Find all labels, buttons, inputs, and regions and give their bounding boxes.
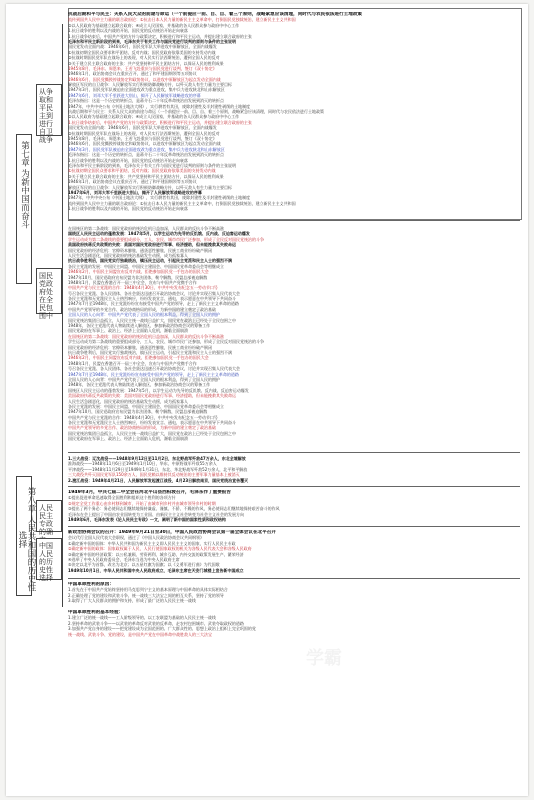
watermark: 学霸 [166, 308, 202, 329]
text-line: 淮海战役——1948年11月6日至1949年1月10日，华东、中原野战军歼敌55万余人 [68, 461, 217, 467]
text-line: 1947年3月，国民党军队被迫由全面进攻改为重点进攻，集中兵力进攻陕北和山东解放区 [68, 146, 225, 152]
text-line: 1948年1月，民盟在香港召开一届三中全会，宣布与中国共产党携手合作 [68, 360, 197, 366]
text-line: 国统区人民民主运动的蓬勃发展：1947年5月，以学生运动为先导的反饥饿、反内战、反迫害运动爆发 [68, 387, 249, 393]
text-line: 3.取得了广大人民群众的拥护和支持，形成了最广泛的人民民主统一战线 [68, 598, 196, 604]
text-line: ②确定新中国的政体：国家政权属于人民，人民行使国家政权的机关为各级人民代表大会和各级人民政府 [68, 546, 252, 552]
text-line: 国民党政府的经济危机：官僚资本膨胀，通货恶性膨胀，民族工商业纷纷破产倒闭 [68, 344, 212, 350]
divider [68, 486, 520, 487]
block-3 [68, 456, 520, 483]
section-label [36, 84, 62, 144]
text-line: 国民党政府的经济危机：官僚资本膨胀，通货恶性膨胀，民族工商业纷纷破产倒闭 [68, 247, 212, 253]
text-line: ⑤决定以北平为首都，改名为北京；以五星红旗为国旗；以《义勇军进行曲》为代国歌 [68, 562, 220, 568]
text-line: 2.坚持革命的武装斗争——以武装的革命反对武装的反革命，走农村包围城市、武装夺取政权的道路 [68, 620, 244, 626]
section-label [36, 538, 62, 580]
text-line: 抗战后期和平与民主：关系人民大众的前途与命运（一个前提应一前、目、自、着三个原则，战略紧急应该清理，同时代与农民依法进行土地政策 [68, 109, 324, 115]
text-line: ②抗战时期国民党军队在战场上的表现，对人民实行法西斯统治，遭到全国人民的反对 [68, 55, 220, 61]
chapter-8-label [16, 476, 36, 596]
text-line: 人民生活急剧恶化，国民党政府的统治基础发生动摇，成为孤家寡人 [68, 252, 188, 258]
text-line: ②抗战时期国民党军队在战场上的表现，对人民实行法西斯统治，遭到全国人民的反对 [68, 130, 220, 136]
connector-line [62, 24, 63, 484]
text-line: 中国共产党与民主党派的合作：1948年4月30日，中共中央发布纪念五一劳动节口号 [68, 414, 218, 420]
text-line: 平津战役——1948年11月29日至1949年1月31日，东北、华北野战军歼敌52万余人，北平和平解放 [68, 466, 248, 472]
text-line: ②以人民政府为基础建立起联合政府；④成立人民国家，并基础的各人民群众参与政府中中心工作 [68, 114, 240, 120]
text-line: ③关于建立民主联合政府的主张：共产党坚持和平民主团结方针，以保证人民的胜利成果 [68, 173, 224, 179]
text-line: 1949年3月，中共七届二中全会在河北平山县西柏坡召开，毛泽东作了重要报告 [68, 490, 231, 495]
text-line: 1949年6月，毛泽东发表《论人民民主专政》一文，阐明了新中国的国家性质和政权结构 [68, 516, 226, 522]
chapter-8-text: 第八章 人民共和国的历史性选择 [17, 486, 36, 592]
text-line: ②以人民政府为基础建立起联合政府；④成立人民国家，并基础的各人民群众参与政府中中心工作 [68, 22, 240, 28]
text-line: 三大战役共歼灭国民党军队150余万人，国民党赖以维持其反动统治的主要军事力量基本上被消灭 [68, 472, 240, 478]
text-line: 统一战线、武装斗争、党的建设，是中国共产党在中国革命中战胜敌人的三大法宝 [68, 631, 212, 637]
divider [68, 452, 520, 453]
text-line: 各民主党派和无党派民主人士热烈响应，纷纷发表宣言、通电，表示愿意在中共领导下共同奋斗 [68, 296, 236, 302]
text-line: 1.三大战役：辽沈战役——1948年9月12日至11月2日，东北野战军歼敌47万余人，东北全境解放 [68, 456, 246, 461]
text-line: 流传到国共人民中主力量的联合政府论：①抗击日本人民力量的新民主主义革命中，打倒国民党独裁统治，建立新民主主义共和国 [68, 17, 296, 23]
text-line: 毛泽东和平民主新阶段的到来，毛泽东关于有关工作与国民党进行谈判的原则与条件的主张说明 [68, 38, 236, 44]
text-line: ①提出促进革命迅速取得全国胜利和组织这个胜利的各项方针 [68, 495, 176, 501]
text-line: 国民党统治集团日益孤立，人民民主统一战线日益扩大，国民党在政治上已经处于全民包围之中 [68, 430, 236, 436]
text-line: ②规定全党工作重心由乡村移到城市，开始了由城市到乡村并由城市领导乡村的时期 [68, 500, 216, 506]
text-line: 1.抗日战争的胜利以及内战的开始，国民党的反动统治开始走向衰落 [68, 28, 188, 34]
text-line: 中国共产党领导的多党合作、政治协商格局的形成，为新中国的建立奠定了政治基础 [68, 425, 216, 431]
text-line: 1947年10月，国民党政府宣布民盟为非法团体，勒令解散，民盟总部被迫解散 [68, 274, 208, 280]
section-4-text: 中国人民的历史性选择 [39, 542, 53, 582]
text-line: 1945年8月，毛泽东、周恩来、王若飞赴重庆与国民党进行谈判，签订《双十协定》 [68, 135, 217, 141]
block-4 [68, 490, 520, 522]
section-3-text: 人民民主专政的确 [39, 504, 53, 536]
text-line: 1947年6月，刘邓大军千里跃进大别山，揭开了人民解放军战略进攻的序幕 [68, 92, 201, 98]
text-line: ①抗战初期全国民众要求和平团结，反对内战；国民党政府依靠美国的支持发动内战 [68, 168, 216, 174]
text-line: 美国政府扶蒋反共政策的失败：美国对国民党政府进行军事、经济援助，但未能挽救其失败命运 [68, 393, 236, 399]
text-line: 号召各民主党派、各人民团体、各社会贤达迅速召开政治协商会议，讨论并实现召集人民代表大会 [68, 290, 240, 296]
section-1-text: 从争取和平民主到进行自卫战争 [39, 88, 53, 144]
block-7 [68, 610, 520, 637]
text-line: 1.抗日战争的胜利以及内战的开始，国民党的反动统治开始走向衰落 [68, 157, 188, 163]
text-line: 1946年6月，国民党撕毁停战协定和政协协议，以进攻中原解放区为起点发动全面内战 [68, 141, 221, 147]
document-page [6, 4, 528, 796]
text-line: 1947年3月，国民党军队被迫由全面进攻改为重点进攻，集中兵力进攻陕北和山东解放区 [68, 87, 225, 93]
text-line: 中国革命胜利的基本经验： [68, 610, 124, 615]
divider [68, 220, 520, 221]
text-line: 中国共产党与民主党派的合作：1948年4月30日，中共中央发布纪念五一劳动节口号 [68, 285, 218, 291]
block-6 [68, 582, 520, 604]
text-line: 中国共产党领导的多党合作、政治协商格局的形成，为新中国的建立奠定了政治基础 [68, 306, 216, 312]
block-5 [68, 530, 520, 573]
text-line: 毛泽东在会上提出了中国由农业国转变为工业国、由新民主主义社会转变为社会主义社会的发展方向 [68, 511, 244, 517]
section-label [36, 268, 62, 320]
text-line: 解放区军民的自卫战争：人民解放军实行积极防御战略方针，以歼灭敌人有生力量为主要目标 [68, 184, 232, 190]
text-line: 国统区人民民主运动的蓬勃发展：1947年5月，以学生运动为先导的反饥饿、反内战、反迫害运动爆发 [68, 231, 250, 237]
text-line: 流传到国共人民中主力量的联合政府论：①抗击日本人民力量的新民主主义革命中，打倒国民党独裁统治，建立新民主主义共和国 [68, 200, 296, 206]
text-line: 会议代行全国人民代表大会职权，通过了《中国人民政治协商会议共同纲领》 [68, 535, 204, 541]
divider [68, 578, 520, 579]
chapter-7-label [16, 134, 32, 284]
text-line: 国民党发动全面内战：1946年6月，国民党军队大举进攻中原解放区，全面内战爆发 [68, 44, 217, 50]
text-line: 美国政府扶蒋反共政策的失败：美国对国民党政府进行军事、经济援助，但未能挽救其失败命运 [68, 242, 236, 248]
text-line: 1.抗日战争结束后，中国共产党的方针与政策决定，积极进行和平民主运动，并提出建立联合政府的主张 [68, 119, 252, 125]
section-2-text: 国民党政府处在全民包围中 [39, 272, 53, 320]
text-line: 1.首先在于中国共产党始终坚持用马克思列宁主义的基本原理与中国革命的具体实际相结合 [68, 587, 228, 593]
text-line: 学生运动成为第二条战线的重要组成部分，工人、农民、城市市民广泛参加，形成了全民反对国民党统治的斗争 [68, 339, 264, 345]
text-line: 1946年2月，中国民主同盟宣布反对内战，拒绝参加国民党一手包办的国民大会 [68, 269, 209, 275]
text-line: 1947年7月至1948年，民主党派纷纷宣布接受中国共产党的领导，走上了新民主主义革命的道路 [68, 371, 239, 377]
connector-line [62, 482, 63, 607]
section-label [36, 500, 62, 536]
text-line: 抗日战争胜利后，国民党实行独裁统治，镇压民主运动，引起民主党派和民主人士的强烈不满 [68, 258, 232, 264]
text-line: 在国统区的第二条战线：国民党政府的统治危机日益加深，人民群众的反抗斗争不断高涨 [68, 226, 224, 231]
text-line: 解放区军民的自卫战争：人民解放军实行积极防御战略方针，以歼灭敌人有生力量为主要目标 [68, 82, 232, 88]
text-line: 1.建立广泛的统一战线——工人阶级领导的、以工农联盟为基础的人民民主统一战线 [68, 615, 216, 621]
text-line: 1947年10月，国民党政府宣布民盟为非法团体，勒令解散，民盟总部被迫解散 [68, 409, 208, 415]
text-line: ③确定新中国的经济政策：以公私兼顾、劳资两利、城乡互助、内外交流的政策发展生产、繁荣经济 [68, 551, 244, 557]
text-line: 号召各民主党派、各人民团体、各社会贤达迅速召开政治协商会议，讨论并实现召集人民代表大会 [68, 366, 240, 372]
text-line: 1946年1月，政治协商会议在重庆召开，通过了和平建国纲领等五项协议 [68, 179, 197, 185]
chapter-7-text: 第七章 为新中国而奋斗 [19, 141, 30, 229]
text-line: 1947年，中共中央公布《中国土地法大纲》，实行耕者有其田，废除封建性及半封建性剥削的土地制度 [68, 103, 251, 109]
text-line: 国民党统治集团日益孤立，人民民主统一战线日益扩大，国民党在政治上已经处于全民包围之中 [68, 317, 236, 323]
watermark: 学霸 [306, 648, 342, 669]
text-line: 1948年1月，民盟在香港召开一届三中全会，宣布与中国共产党携手合作 [68, 279, 197, 285]
text-line: 各民主党派的发展：中国民主同盟、中国民主建国会、中国国民党革命委员会等相继成立 [68, 263, 224, 269]
divider [68, 526, 520, 527]
text-line: 各民主党派的发展：中国民主同盟、中国民主建国会、中国国民党革命委员会等相继成立 [68, 403, 224, 409]
text-line: 全国人民的人心向背：中国共产党代表了全国人民的根本利益，得到了全国人民的拥护 [68, 376, 220, 382]
text-line: 1948年，各民主党派代表人物陆续进入解放区，参加新政治协商会议的筹备工作 [68, 382, 211, 388]
text-line: 在国统区的第二条战线：国民党政府的统治危机日益加深，人民群众的反抗斗争不断高涨 [68, 333, 224, 339]
text-line: 1949年10月1日，中华人民共和国中央人民政府成立，毛泽东主席在天安门城楼上宣告新中国成立 [68, 567, 244, 573]
text-line: 新政治协商会议的召开：1949年9月21日至30日，中国人民政治协商会议第一届全体会议在北平召开 [68, 530, 276, 535]
text-line: 1946年2月，中国民主同盟宣布反对内战，拒绝参加国民党一手包办的国民大会 [68, 355, 209, 361]
text-line: 1947年7月至1948年，民主党派纷纷宣布接受中国共产党的领导，走上了新民主主义革命的道路 [68, 301, 239, 307]
text-line: 毛泽东指出：这是一个历史的转折点，是蒋介石二十年反革命统治由发展到消灭的转折点 [68, 152, 224, 158]
text-line: 人民生活急剧恶化，国民党政府的统治基础发生动摇，成为孤家寡人 [68, 398, 188, 404]
text-line: 中国革命胜利的原因： [68, 582, 114, 587]
block-2 [68, 226, 520, 442]
text-line: 毛泽东指出：这是一个历史的转折点，是蒋介石二十年反革命统治由发展到消灭的转折点 [68, 98, 224, 104]
text-line: 学生运动成为第二条战线的重要组成部分，工人、农民、城市市民广泛参加，形成了全民反对国民党统治的斗争 [68, 236, 264, 242]
text-line: 各民主党派和无党派民主人士热烈响应，纷纷发表宣言、通电，表示愿意在中共领导下共同奋斗 [68, 420, 236, 426]
text-line: 1947年6月，刘邓大军千里跃进大别山，揭开了人民解放军战略进攻的序幕 [68, 189, 202, 195]
text-line: ③关于建立民主联合政府的主张：共产党坚持和平民主团结方针，以保证人民的胜利成果 [68, 60, 224, 66]
text-line: ③提出了两个务必：务必使同志们继续地保持谦虚、谨慎、不骄、不躁的作风，务必使同志们继续地保持艰苦奋斗的作风 [68, 506, 280, 512]
text-line: 1945年8月，毛泽东、周恩来、王若飞赴重庆与国民党进行谈判，签订《双十协定》 [68, 65, 217, 71]
text-line: 国民党政府在军事上、政治上、经济上全面陷入危机，濒临全面崩溃 [68, 436, 188, 442]
text-line: 2.渡江战役：1949年4月21日，人民解放军发起渡江战役，4月23日解放南京，国民党统治宣告覆灭 [68, 477, 249, 483]
text-line: 1946年1月，政治协商会议在重庆召开，通过了和平建国纲领等五项协议 [68, 71, 197, 77]
text-line: ①确定新中国的国体：中华人民共和国为新民主主义即人民民主主义的国家，实行人民民主专政 [68, 540, 236, 546]
text-line: 1947年，中共中央公布《中国土地法大纲》，实行耕者有其田，废除封建性及半封建性剥削的土地制度 [68, 195, 251, 201]
text-line: 国民党政府在军事上、政治上、经济上全面陷入危机，濒临全面崩溃 [68, 328, 188, 334]
text-line: 1948年，各民主党派代表人物陆续进入解放区，参加新政治协商会议的筹备工作 [68, 323, 211, 329]
block-1 [68, 12, 520, 211]
text-line: 1946年6月，国民党撕毁停战协定和政协协议，以进攻中原解放区为起点发动全面内战 [68, 76, 221, 82]
text-line: 3.加强共产党自身的建设——把党建设成为全国范围的、广大群众性的、思想上政治上组织上完全巩固的党 [68, 626, 256, 632]
text-line: 全国人民的人心向背：中国共产党代表了全国人民的根本利益，得到了全国人民的拥护 [68, 312, 220, 318]
text-line: 抗战后期和平与民主：关系人民大众的前途与命运（一个前提应一前、目、自、着三个原则，战略紧急应该清理，同时代与农民依法进行土地政策 [68, 12, 363, 17]
text-line: 2.正确处理了党的建设和武装斗争、统一战线三大法宝之间的相互关系，坚持了党的领导 [68, 592, 224, 598]
text-line: 1.抗日战争的胜利以及内战的开始，国民党的反动统治开始走向衰落 [68, 206, 188, 212]
text-line: ④选举了中央人民政府委员会，毛泽东当选为中央人民政府主席 [68, 556, 180, 562]
text-line: 1.抗日战争结束后，中国共产党的方针与政策决定，积极进行和平民主运动，并提出建立联合政府的主张 [68, 33, 252, 39]
text-line: 毛泽东和平民主新阶段的到来，毛泽东关于有关工作与国民党进行谈判的原则与条件的主张说明 [68, 162, 236, 168]
text-line: 国民党发动全面内战：1946年6月，国民党军队大举进攻中原解放区，全面内战爆发 [68, 125, 217, 131]
text-line: ①抗战初期全国民众要求和平团结，反对内战；国民党政府依靠美国的支持发动内战 [68, 49, 216, 55]
text-line: 抗日战争胜利后，国民党实行独裁统治，镇压民主运动，引起民主党派和民主人士的强烈不满 [68, 349, 232, 355]
